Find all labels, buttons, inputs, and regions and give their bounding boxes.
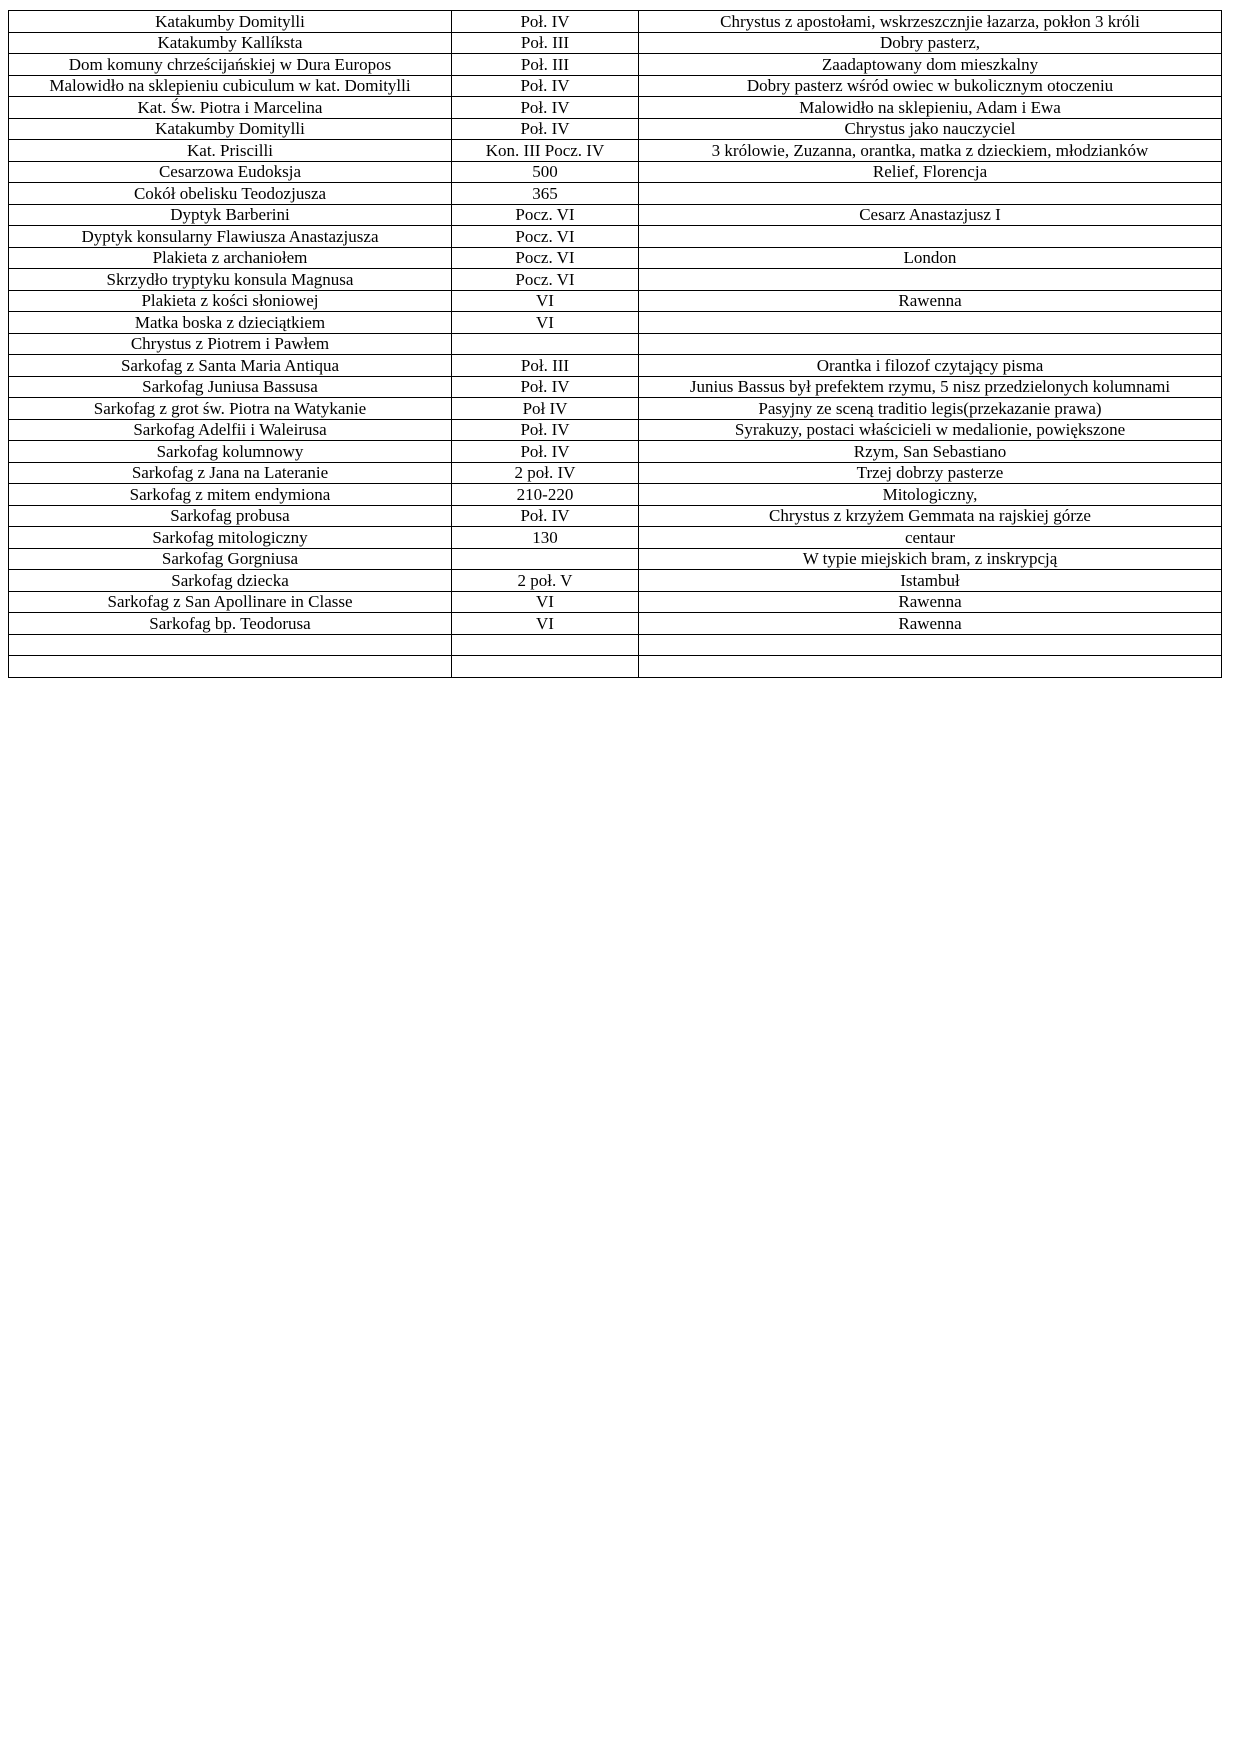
dating-cell[interactable]: Poł. IV — [452, 376, 639, 398]
description-cell[interactable]: Istambuł — [639, 570, 1222, 592]
description-cell[interactable]: Rawenna — [639, 613, 1222, 635]
description-cell[interactable]: Chrystus jako nauczyciel — [639, 118, 1222, 140]
dating-cell[interactable]: Kon. III Pocz. IV — [452, 140, 639, 162]
table-row — [9, 613, 1222, 635]
artwork-name-cell[interactable]: Plakieta z archaniołem — [9, 247, 452, 269]
table-row — [9, 548, 1222, 570]
table-row — [9, 97, 1222, 119]
table-row — [9, 312, 1222, 334]
table-row — [9, 505, 1222, 527]
artwork-name-cell[interactable]: Dyptyk Barberini — [9, 204, 452, 226]
table-row — [9, 634, 1222, 656]
artwork-name-cell[interactable]: Sarkofag z Jana na Lateranie — [9, 462, 452, 484]
artwork-name-cell[interactable]: Dyptyk konsularny Flawiusza Anastazjusza — [9, 226, 452, 248]
artwork-name-cell[interactable]: Sarkofag Adelfii i Waleirusa — [9, 419, 452, 441]
dating-cell[interactable]: Poł. IV — [452, 97, 639, 119]
dating-cell[interactable]: 2 poł. IV — [452, 462, 639, 484]
table-row — [9, 118, 1222, 140]
dating-cell[interactable] — [452, 656, 639, 678]
table-body — [9, 11, 1222, 678]
dating-cell[interactable] — [452, 634, 639, 656]
artwork-name-cell[interactable] — [9, 656, 452, 678]
artwork-name-cell[interactable]: Katakumby Kallíksta — [9, 32, 452, 54]
description-cell[interactable]: Trzej dobrzy pasterze — [639, 462, 1222, 484]
dating-cell[interactable]: Poł. IV — [452, 118, 639, 140]
description-cell[interactable]: Junius Bassus był prefektem rzymu, 5 nisz przedzielonych kolumnami — [639, 376, 1222, 398]
dating-cell[interactable] — [452, 548, 639, 570]
description-cell[interactable]: Mitologiczny, — [639, 484, 1222, 506]
description-cell[interactable]: Orantka i filozof czytający pisma — [639, 355, 1222, 377]
description-cell[interactable] — [639, 269, 1222, 291]
table-row — [9, 591, 1222, 613]
artwork-name-cell[interactable]: Sarkofag dziecka — [9, 570, 452, 592]
table-row — [9, 656, 1222, 678]
table-row — [9, 527, 1222, 549]
artwork-name-cell[interactable]: Dom komuny chrześcijańskiej w Dura Europos — [9, 54, 452, 76]
artwork-name-cell[interactable]: Malowidło na sklepieniu cubiculum w kat. Domitylli — [9, 75, 452, 97]
artwork-name-cell[interactable]: Skrzydło tryptyku konsula Magnusa — [9, 269, 452, 291]
dating-cell[interactable]: 210-220 — [452, 484, 639, 506]
table-row — [9, 376, 1222, 398]
artwork-name-cell[interactable]: Sarkofag z Santa Maria Antiqua — [9, 355, 452, 377]
description-cell[interactable]: Cesarz Anastazjusz I — [639, 204, 1222, 226]
table-row — [9, 161, 1222, 183]
table-row — [9, 32, 1222, 54]
description-cell[interactable] — [639, 634, 1222, 656]
artwork-name-cell[interactable]: Sarkofag z mitem endymiona — [9, 484, 452, 506]
dating-cell[interactable]: Pocz. VI — [452, 247, 639, 269]
artwork-name-cell[interactable]: Kat. Priscilli — [9, 140, 452, 162]
spreadsheet-table — [8, 10, 1222, 678]
artwork-name-cell[interactable]: Sarkofag kolumnowy — [9, 441, 452, 463]
dating-cell[interactable]: VI — [452, 312, 639, 334]
description-cell[interactable]: Zaadaptowany dom mieszkalny — [639, 54, 1222, 76]
artwork-name-cell[interactable]: Sarkofag z grot św. Piotra na Watykanie — [9, 398, 452, 420]
description-cell[interactable] — [639, 226, 1222, 248]
description-cell[interactable]: Rawenna — [639, 290, 1222, 312]
table-row — [9, 419, 1222, 441]
artwork-name-cell[interactable]: Plakieta z kości słoniowej — [9, 290, 452, 312]
dating-cell[interactable]: VI — [452, 591, 639, 613]
dating-cell[interactable]: Poł. III — [452, 54, 639, 76]
table-row — [9, 140, 1222, 162]
artwork-name-cell[interactable]: Cokół obelisku Teodozjusza — [9, 183, 452, 205]
table-row — [9, 204, 1222, 226]
description-cell[interactable] — [639, 656, 1222, 678]
table-row — [9, 54, 1222, 76]
description-cell[interactable]: Rawenna — [639, 591, 1222, 613]
dating-cell[interactable]: Poł. IV — [452, 505, 639, 527]
description-cell[interactable]: Chrystus z krzyżem Gemmata na rajskiej górze — [639, 505, 1222, 527]
description-cell[interactable]: Rzym, San Sebastiano — [639, 441, 1222, 463]
artwork-name-cell[interactable]: Sarkofag Gorgniusa — [9, 548, 452, 570]
table-row — [9, 290, 1222, 312]
artwork-name-cell[interactable]: Kat. Św. Piotra i Marcelina — [9, 97, 452, 119]
table-row — [9, 11, 1222, 33]
dating-cell[interactable]: 500 — [452, 161, 639, 183]
table-row — [9, 226, 1222, 248]
description-cell[interactable]: Dobry pasterz, — [639, 32, 1222, 54]
table-row — [9, 269, 1222, 291]
dating-cell[interactable]: Poł. III — [452, 355, 639, 377]
dating-cell[interactable]: VI — [452, 290, 639, 312]
artwork-name-cell[interactable] — [9, 634, 452, 656]
dating-cell[interactable]: 365 — [452, 183, 639, 205]
description-cell[interactable]: 3 królowie, Zuzanna, orantka, matka z dzieckiem, młodzianków — [639, 140, 1222, 162]
table-row — [9, 570, 1222, 592]
table-row — [9, 75, 1222, 97]
description-cell[interactable]: Pasyjny ze sceną traditio legis(przekazanie prawa) — [639, 398, 1222, 420]
description-cell[interactable] — [639, 312, 1222, 334]
artwork-name-cell[interactable]: Katakumby Domitylli — [9, 118, 452, 140]
table-row — [9, 398, 1222, 420]
dating-cell[interactable]: Poł. IV — [452, 441, 639, 463]
artwork-name-cell[interactable]: Matka boska z dzieciątkiem — [9, 312, 452, 334]
dating-cell[interactable]: Pocz. VI — [452, 226, 639, 248]
artwork-name-cell[interactable]: Sarkofag probusa — [9, 505, 452, 527]
dating-cell[interactable]: Poł. III — [452, 32, 639, 54]
dating-cell[interactable]: Poł. IV — [452, 419, 639, 441]
artwork-name-cell[interactable]: Sarkofag Juniusa Bassusa — [9, 376, 452, 398]
description-cell[interactable]: London — [639, 247, 1222, 269]
dating-cell[interactable]: Pocz. VI — [452, 269, 639, 291]
description-cell[interactable]: Syrakuzy, postaci właścicieli w medalionie, powiększone — [639, 419, 1222, 441]
table-row — [9, 355, 1222, 377]
dating-cell[interactable]: Pocz. VI — [452, 204, 639, 226]
artwork-name-cell[interactable]: Sarkofag mitologiczny — [9, 527, 452, 549]
dating-cell[interactable]: VI — [452, 613, 639, 635]
description-cell[interactable]: Malowidło na sklepieniu, Adam i Ewa — [639, 97, 1222, 119]
description-cell[interactable]: Dobry pasterz wśród owiec w bukolicznym otoczeniu — [639, 75, 1222, 97]
table-row — [9, 484, 1222, 506]
description-cell[interactable]: W typie miejskich bram, z inskrypcją — [639, 548, 1222, 570]
table-row — [9, 333, 1222, 355]
table-row — [9, 247, 1222, 269]
description-cell[interactable] — [639, 183, 1222, 205]
table-row — [9, 183, 1222, 205]
description-cell[interactable]: centaur — [639, 527, 1222, 549]
dating-cell[interactable] — [452, 333, 639, 355]
description-cell[interactable]: Chrystus z apostołami, wskrzeszcznjie łazarza, pokłon 3 króli — [639, 11, 1222, 33]
dating-cell[interactable]: 130 — [452, 527, 639, 549]
table-row — [9, 441, 1222, 463]
table-row — [9, 462, 1222, 484]
artwork-name-cell[interactable]: Chrystus z Piotrem i Pawłem — [9, 333, 452, 355]
artwork-name-cell[interactable]: Sarkofag z San Apollinare in Classe — [9, 591, 452, 613]
description-cell[interactable] — [639, 333, 1222, 355]
dating-cell[interactable]: Poł. IV — [452, 11, 639, 33]
artwork-name-cell[interactable]: Sarkofag bp. Teodorusa — [9, 613, 452, 635]
dating-cell[interactable]: Poł IV — [452, 398, 639, 420]
dating-cell[interactable]: Poł. IV — [452, 75, 639, 97]
artwork-name-cell[interactable]: Katakumby Domitylli — [9, 11, 452, 33]
artwork-name-cell[interactable]: Cesarzowa Eudoksja — [9, 161, 452, 183]
dating-cell[interactable]: 2 poł. V — [452, 570, 639, 592]
description-cell[interactable]: Relief, Florencja — [639, 161, 1222, 183]
